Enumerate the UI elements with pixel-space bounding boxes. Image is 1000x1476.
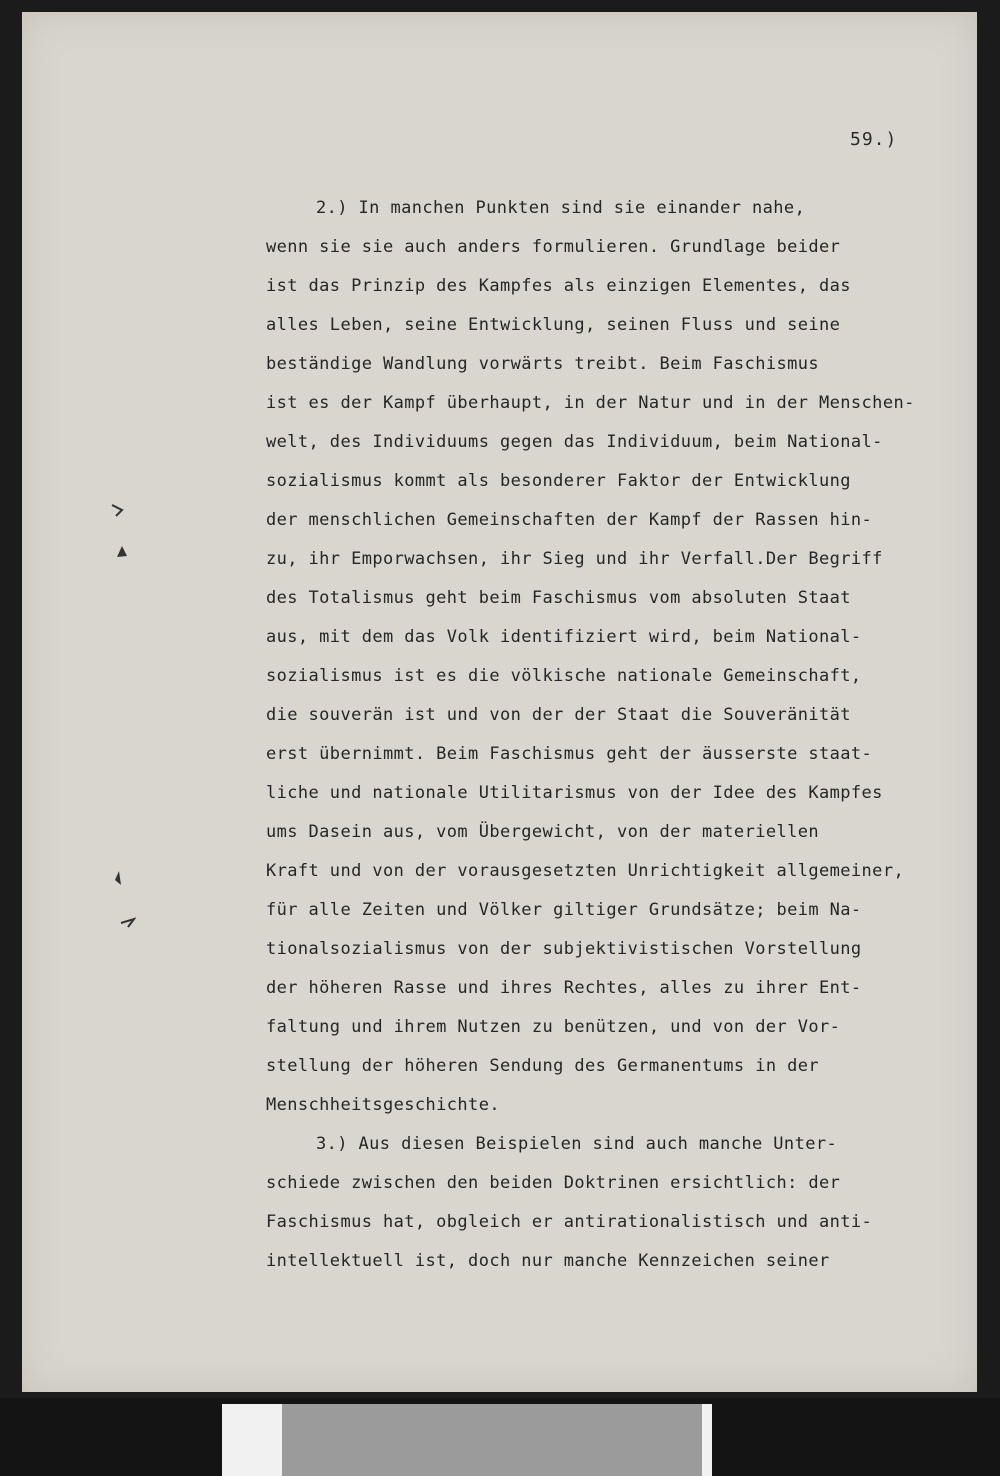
- text-line: des Totalismus geht beim Faschismus vom absoluten Staat: [266, 588, 851, 608]
- text-line: alles Leben, seine Entwicklung, seinen Fluss und seine: [266, 315, 841, 335]
- punch-hole-mark: [120, 914, 136, 930]
- text-line: schiede zwischen den beiden Doktrinen ersichtlich: der: [266, 1173, 841, 1193]
- text-line: Faschismus hat, obgleich er antirationalistisch und anti-: [266, 1212, 873, 1232]
- text-line: sozialismus ist es die völkische nationale Gemeinschaft,: [266, 666, 862, 686]
- text-line: ums Dasein aus, vom Übergewicht, von der materiellen: [266, 822, 820, 842]
- punch-hole-mark: [110, 870, 126, 886]
- text-line: für alle Zeiten und Völker giltiger Grundsätze; beim Na-: [266, 900, 862, 920]
- text-line: aus, mit dem das Volk identifiziert wird, beim National-: [266, 627, 862, 647]
- text-line: die souverän ist und von der der Staat die Souveränität: [266, 705, 851, 725]
- punch-hole-mark: [114, 544, 130, 560]
- typewritten-page: [22, 12, 977, 1392]
- text-line: tionalsozialismus von der subjektivistischen Vorstellung: [266, 939, 862, 959]
- text-line: stellung der höheren Sendung des Germanentums in der: [266, 1056, 820, 1076]
- text-line: 3.) Aus diesen Beispielen sind auch manche Unter-: [316, 1134, 838, 1154]
- reference-card-gray: [282, 1404, 702, 1476]
- text-line: faltung und ihrem Nutzen zu benützen, und von der Vor-: [266, 1017, 841, 1037]
- text-line: sozialismus kommt als besonderer Faktor der Entwicklung: [266, 471, 851, 491]
- text-line: ist das Prinzip des Kampfes als einzigen Elementes, das: [266, 276, 851, 296]
- text-line: der menschlichen Gemeinschaften der Kampf der Rassen hin-: [266, 510, 873, 530]
- punch-hole-mark: [110, 502, 126, 518]
- text-line: beständige Wandlung vorwärts treibt. Beim Faschismus: [266, 354, 820, 374]
- text-line: der höheren Rasse und ihres Rechtes, alles zu ihrer Ent-: [266, 978, 862, 998]
- text-line: ist es der Kampf überhaupt, in der Natur und in der Menschen-: [266, 393, 915, 413]
- text-line: intellektuell ist, doch nur manche Kennzeichen seiner: [266, 1251, 830, 1271]
- text-line: 2.) In manchen Punkten sind sie einander nahe,: [316, 198, 806, 218]
- text-line: welt, des Individuums gegen das Individuum, beim National-: [266, 432, 883, 452]
- text-line: zu, ihr Emporwachsen, ihr Sieg und ihr Verfall.Der Begriff: [266, 549, 883, 569]
- text-line: Menschheitsgeschichte.: [266, 1095, 500, 1115]
- page-number: 59.): [850, 129, 898, 150]
- text-line: Kraft und von der vorausgesetzten Unrichtigkeit allgemeiner,: [266, 861, 905, 881]
- text-line: wenn sie sie auch anders formulieren. Grundlage beider: [266, 237, 841, 257]
- text-line: liche und nationale Utilitarismus von der Idee des Kampfes: [266, 783, 883, 803]
- text-line: erst übernimmt. Beim Faschismus geht der äusserste staat-: [266, 744, 873, 764]
